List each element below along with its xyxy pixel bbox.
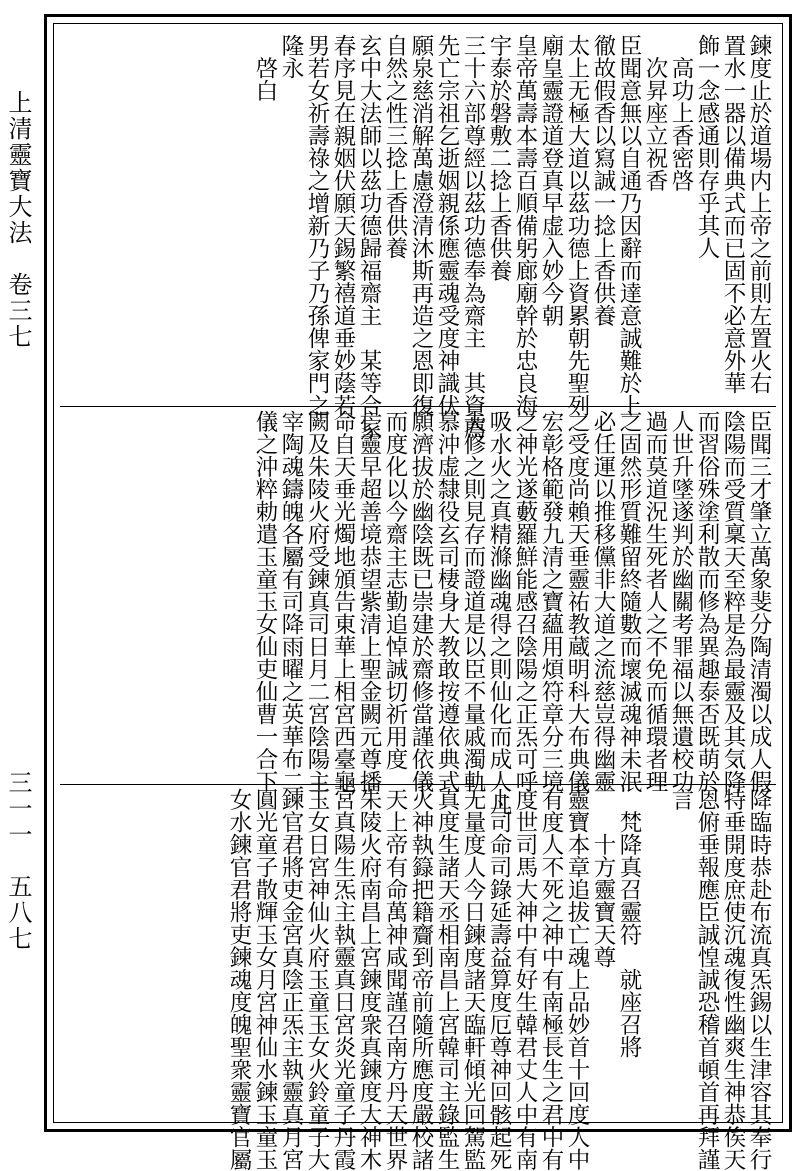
text-column: 臣聞意無以自通乃因辭而達意誠難於上 [616,34,642,417]
text-column: 闕及朱陵火府受鍊真司日月二宮陰陽主 [304,410,330,793]
text-column: 之受度尚賴天垂靈祐教蔵明科大布典儀 [564,410,590,793]
text-column: 有度人不死之神中有南極長生之君中有 [538,788,564,1171]
text-column: 三十六部尊經以茲功德奉為齋主 其資薦 [460,34,486,439]
text-column: 鍊官君將吏金宮真陰正炁主執靈真月宮 [278,788,304,1171]
text-column: 玄中大法師以茲功德歸福齋主 某等合家 [356,34,382,439]
inner-frame [53,23,783,1171]
text-column: 而習俗殊塗利散而修為異趣泰否既萌於 [694,410,720,793]
text-column: 宏彰格範發九清之寶蘊用煩符章分三境 [538,410,564,793]
text-column: 之神光遂藪羅鮮能感召陰陽之正炁可呼 [512,410,538,793]
text-column: 啓白 [252,34,278,102]
margin-page-number: 三一一 五八七 [4,770,32,952]
text-register-bottom [60,788,776,1171]
text-column: 言 [668,788,694,811]
text-column: 靈寶本章追拔亡魂上品妙首十回度人中 [564,788,590,1171]
text-column: 宮真陽生炁主執靈真日宮炎光童子丹霞 [330,788,356,1171]
text-column: 人世升墜遂判於幽關考罪福以無遺校功 [668,410,694,793]
text-column: 自然之性三捻上香供養 [382,34,408,259]
text-column: 高功上香密啓 [668,34,694,192]
text-column: 之固然形質難留終隨數而壞滅魂神未泯 [616,410,642,793]
text-column: 隆永 [278,34,304,79]
text-column: 願泉慈消解萬慮澄清沐斯再造之恩即復 [408,34,434,417]
text-column: 臣聞三才肇立萬象斐分陶清濁以成人假 [746,410,772,793]
text-column: 上司命司錄延壽益算度厄尊神回骸起死 [486,788,512,1171]
text-column: 命自天垂光燭地頒告東華上相宮西臺龜 [330,410,356,793]
text-column: 度世司馬大神中有好生韓君丈人中有南 [512,788,538,1171]
text-column: 春序見在親姻伏願天錫繁禧道垂妙蔭若 [330,34,356,417]
page-frame [44,14,792,1171]
text-column: 玉女日宮神仙火府玉童玉女火鈴童子大 [304,788,330,1171]
text-column: 真度生諸天丞相南昌上宮韓司主錄監生 [434,788,460,1171]
text-column: 天上帝有命萬神咸聞謹召南方丹天世界 [382,788,408,1171]
text-column: 飾一念感通則存乎其人 [694,34,720,259]
text-column: 梵降真召靈符 就座召將 [616,788,642,1058]
text-column: 男若女祈壽祿之增新乃子乃孫俾家門之 [304,34,330,417]
text-column: 特垂開度庶使沉魂復性幽爽生神恭俟天 [720,788,746,1171]
text-column: 鍊度止於道場内上帝之前則左置火右 [746,34,772,394]
text-column: 徹故假香以寫誠一捻上香供養 [590,34,616,327]
text-column: 置水一器以備典式而已固不必意外華 [720,34,746,394]
text-column: 吸水火之真精滌幽魂得之則仙化而成人凡 [486,410,512,815]
text-column: 慕沖虚隸役玄司棲身大教敢按遵依典式 [434,410,460,793]
text-column: 火神執籙把籍齎到帝前隨所應度嚴校諸 [408,788,434,1171]
text-column: 過而莫道況生死者人之不免而循環者理 [642,410,668,793]
text-column: 而度化以今齋主志勤追悼誠切祈用度 [382,410,408,770]
register-divider [60,406,776,407]
text-column: 必任運以推移儻非大道之流慈豈得幽靈 [590,410,616,793]
text-register-middle [60,410,776,815]
text-column: 恩俯垂報應臣誠惶誠恐稽首頓首再拜謹 [694,788,720,1171]
text-column: 皇帝萬壽本壽百順備躬廊廟幹於忠良海 [512,34,538,417]
text-column: 亡靈早超善境恭望紫清上聖金闕元尊播 [356,410,382,793]
text-register-top [60,34,776,439]
margin-book-title: 上清靈寶大法 卷三七 [4,90,32,350]
text-column: 降臨時恭赴布流真炁錫以生津容其奉行 [746,788,772,1171]
text-column: 次昇座立祝香 [642,34,668,192]
text-column: 陰陽而受質稟天至粹是為最靈及其気降 [720,410,746,793]
text-column: 女水鍊官君將吏鍊魂度魄聖衆靈寶官屬 [226,788,252,1171]
text-column: 十方靈寶天尊 [590,788,616,968]
text-column: 太上无極大道以茲功德上資累朝先聖列 [564,34,590,417]
text-column: 宰陶魂鑄魄各屬有司降雨曜之英華布二 [278,410,304,793]
text-column: 宇泰於磐敷二捻上香供養 [486,34,512,282]
text-column: 朱陵火府南昌上宮鍊度衆真鍊度大神木 [356,788,382,1171]
register-divider [60,784,776,785]
text-column: 儀之沖粹勅遣玉童玉女仙吏仙曹一合下 [252,410,278,793]
text-column: 願濟拔於幽陰既已崇建於齋修當謹依儀 [408,410,434,793]
text-column: 圓光童子散輝玉女月宮神仙水鍊玉童玉 [252,788,278,1171]
text-column: 夫修之則見存而證道是以臣不量戚濁軌 [460,410,486,793]
text-column: 廟皇靈證道登真早虚入妙今朝 [538,34,564,327]
text-column: 先亡宗祖乞逝姻親係應靈魂受度神識伏 [434,34,460,417]
text-column: 无量度人今日鍊度諸天臨軒傾光回駕監 [460,788,486,1171]
